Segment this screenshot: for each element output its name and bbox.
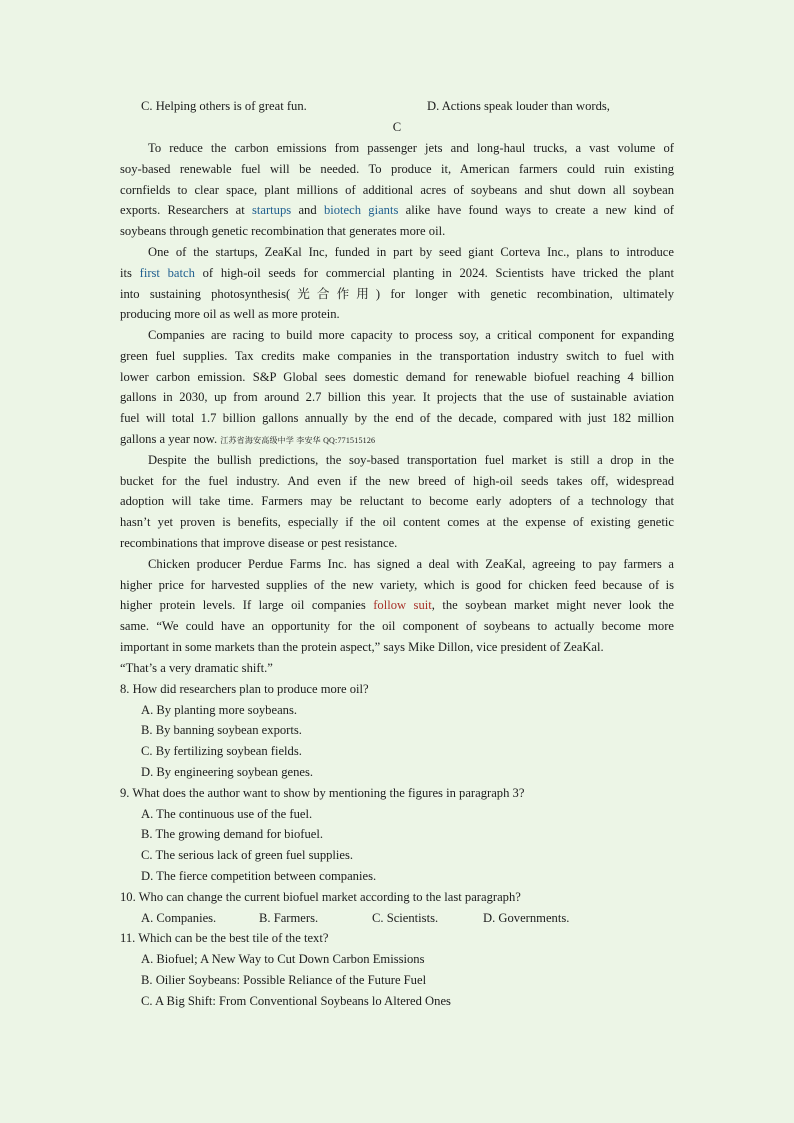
text-line: gallons in 2030, up from around 2.7 billion this year. It projects that the use of sustainable aviation — [120, 390, 674, 404]
text-line: recombinations that improve disease or pest resistance. — [120, 536, 398, 550]
text-line: One of the startups, ZeaKal Inc, funded in part by seed giant Corteva Inc., plans to introduce — [148, 245, 674, 259]
answer-option: D. The fierce competition between companies. — [141, 869, 377, 883]
answer-option: B. By banning soybean exports. — [141, 723, 302, 737]
answer-option: A. Biofuel; A New Way to Cut Down Carbon Emissions — [141, 952, 425, 966]
text-line: soy-based renewable fuel will be needed. To produce it, American farmers could ruin existing — [120, 162, 674, 176]
text-line: same. “We could have an opportunity for the oil component of soybeans to actually become more — [120, 619, 674, 633]
text-line: Companies are racing to build more capacity to process soy, a critical component for expanding — [148, 328, 674, 342]
text-line: into sustaining photosynthesis(光合作用) for longer with genetic recombination, ultimately — [120, 287, 674, 301]
option-d: D. Actions speak louder than words, — [427, 99, 610, 113]
watermark-text: 江苏省海安高级中学 李安华 QQ:771515126 — [220, 436, 376, 445]
answer-option: C. Scientists. — [372, 911, 439, 925]
text-span: its — [120, 266, 140, 280]
answer-option: A. The continuous use of the fuel. — [141, 807, 313, 821]
text-line: green fuel supplies. Tax credits make companies in the transportation industry switch to fuel with — [120, 349, 674, 363]
text-span: higher protein levels. If large oil companies — [120, 598, 374, 612]
answer-option: B. Oilier Soybeans: Possible Reliance of the Future Fuel — [141, 973, 427, 987]
text-span: exports. Researchers at — [120, 203, 252, 217]
text-span: and — [291, 203, 324, 217]
text-line: adoption will take time. Farmers may be reluctant to become early adopters of a technology that — [120, 494, 674, 508]
text-line — [120, 203, 674, 218]
highlight-biotech-giants: biotech giants — [323, 203, 399, 217]
text-line — [120, 266, 674, 281]
text-line: To reduce the carbon emissions from passenger jets and long-haul trucks, a vast volume of — [148, 141, 674, 155]
text-line — [120, 432, 674, 448]
text-line: soybeans through genetic recombination that generates more oil. — [120, 224, 446, 238]
text-span: alike have found ways to create a new kind of — [398, 203, 674, 217]
question-stem: 8. How did researchers plan to produce more oil? — [120, 682, 369, 696]
text-line: cornfields to clear space, plant millions of additional acres of soybeans and shut down all soybean — [120, 183, 674, 197]
text-line: important in some markets than the protein aspect,” says Mike Dillon, vice president of ZeaKal. — [120, 640, 604, 654]
question-stem: 10. Who can change the current biofuel market according to the last paragraph? — [120, 890, 521, 904]
text-line: fuel will total 1.7 billion gallons annually by the end of the decade, compared with just 182 million — [120, 411, 674, 425]
answer-option: A. Companies. — [141, 911, 217, 925]
text-line: Chicken producer Perdue Farms Inc. has signed a deal with ZeaKal, agreeing to pay farmers a — [148, 557, 674, 571]
text-line: “That’s a very dramatic shift.” — [120, 661, 273, 675]
text-line: lower carbon emission. S&P Global sees domestic demand for renewable biofuel reaching 4 billion — [120, 370, 674, 384]
text-line: Despite the bullish predictions, the soy-based transportation fuel market is still a drop in the — [148, 453, 674, 467]
highlight-follow-suit: follow suit — [373, 598, 432, 612]
text-line: hasn’t yet proven is benefits, especially if the oil content comes at the expense of existing genetic — [120, 515, 674, 529]
text-span: of high-oil seeds for commercial planting in 2024. Scientists have tricked the plant — [194, 266, 674, 280]
question-stem: 11. Which can be the best tile of the text? — [120, 931, 329, 945]
text-line: higher price for harvested supplies of the new variety, which is good for chicken feed because of is — [120, 578, 674, 592]
answer-option: D. Governments. — [483, 911, 570, 925]
answer-option: C. The serious lack of green fuel supplies. — [141, 848, 354, 862]
section-label: C — [392, 120, 402, 134]
text-line: producing more oil as well as more protein. — [120, 307, 340, 321]
highlight-first-batch: first batch — [139, 266, 195, 280]
question-stem: 9. What does the author want to show by mentioning the figures in paragraph 3? — [120, 786, 525, 800]
text-span: , the soybean market might never look the — [431, 598, 675, 612]
text-span: gallons a year now. — [120, 432, 221, 446]
text-line — [120, 598, 674, 613]
answer-option: C. By fertilizing soybean fields. — [141, 744, 302, 758]
option-c: C. Helping others is of great fun. — [141, 99, 307, 113]
answer-option: B. The growing demand for biofuel. — [141, 827, 323, 841]
answer-option: A. By planting more soybeans. — [141, 703, 298, 717]
answer-option: D. By engineering soybean genes. — [141, 765, 314, 779]
answer-option: C. A Big Shift: From Conventional Soybeans lo Altered Ones — [141, 994, 451, 1008]
answer-option: B. Farmers. — [259, 911, 319, 925]
text-line: bucket for the fuel industry. And even if the new breed of high-oil seeds takes off, widespread — [120, 474, 674, 488]
highlight-startups: startups — [252, 203, 292, 217]
